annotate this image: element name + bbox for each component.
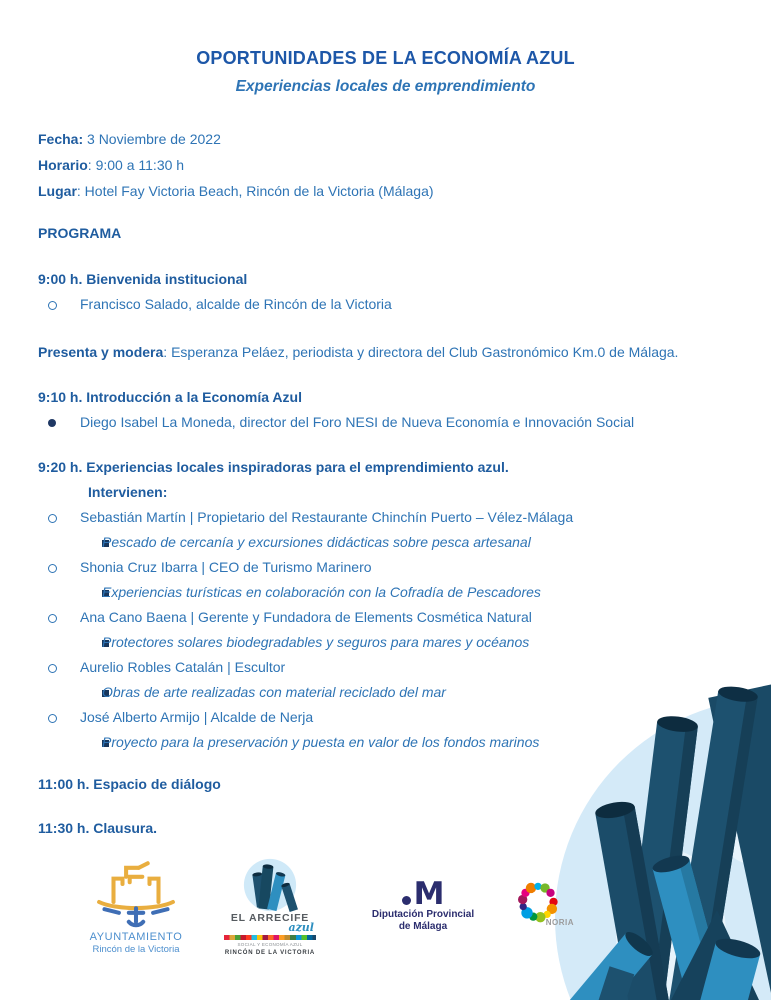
event-meta bbox=[38, 126, 733, 204]
list-item bbox=[38, 705, 733, 730]
bullet-open-circle-icon bbox=[38, 705, 80, 730]
topic-text: Obras de arte realizadas con material reciclado del mar bbox=[102, 684, 446, 700]
list-subitem bbox=[38, 630, 733, 655]
topic-text: Experiencias turísticas en colaboración con la Cofradía de Pescadores bbox=[102, 584, 541, 600]
meta-lugar-value: : Hotel Fay Victoria Beach, Rincón de la Victoria (Málaga) bbox=[76, 183, 434, 199]
arrecife-azul-logo bbox=[212, 855, 328, 956]
intervienen-label: Intervienen: bbox=[88, 484, 168, 500]
bullet-square-icon bbox=[38, 580, 102, 605]
bullet-filled-circle-icon bbox=[38, 410, 80, 435]
ayuntamiento-name: AYUNTAMIENTO bbox=[89, 930, 183, 943]
topic-text: Pescado de cercanía y excursiones didácticas sobre pesca artesanal bbox=[102, 534, 531, 550]
la-noria-logo bbox=[496, 877, 580, 935]
presenta-line bbox=[38, 339, 733, 365]
diputacion-m-letter: M bbox=[413, 875, 445, 912]
meta-lugar-label: Lugar bbox=[38, 183, 77, 199]
meta-horario-label: Horario bbox=[38, 157, 88, 173]
diputacion-dot-icon bbox=[402, 896, 411, 905]
arrecife-tagline: SOCIAL Y ECONOMÍA AZUL bbox=[237, 942, 303, 947]
list-item bbox=[38, 292, 733, 317]
list-item bbox=[38, 410, 733, 435]
topic-text: Proyecto para la preservación y puesta en valor de los fondos marinos bbox=[102, 734, 540, 750]
list-item bbox=[38, 555, 733, 580]
diputacion-name-line2: de Málaga bbox=[398, 920, 448, 932]
ayuntamiento-logo bbox=[74, 857, 198, 955]
list-subitem bbox=[38, 730, 733, 755]
presenta-text: : Esperanza Peláez, periodista y directora del Club Gastronómico Km.0 de Málaga. bbox=[163, 344, 679, 360]
bullet-open-circle-icon bbox=[38, 505, 80, 530]
list-subitem bbox=[38, 580, 733, 605]
section-900-title: 9:00 h. Bienvenida institucional bbox=[38, 271, 248, 287]
bullet-square-icon bbox=[38, 530, 102, 555]
bullet-open-circle-icon bbox=[38, 605, 80, 630]
speaker-text: Francisco Salado, alcalde de Rincón de la Victoria bbox=[80, 296, 392, 312]
section-1100-title: 11:00 h. Espacio de diálogo bbox=[38, 776, 221, 792]
speaker-text: Shonia Cruz Ibarra | CEO de Turismo Marinero bbox=[80, 559, 372, 575]
speaker-text: Diego Isabel La Moneda, director del Foro NESI de Nueva Economía e Innovación Social bbox=[80, 414, 635, 430]
diputacion-m-mark-icon bbox=[402, 875, 445, 912]
speaker-text: Ana Cano Baena | Gerente y Fundadora de Elements Cosmética Natural bbox=[80, 609, 532, 625]
bullet-open-circle-icon bbox=[38, 292, 80, 317]
section-1130-title: 11:30 h. Clausura. bbox=[38, 820, 158, 836]
list-item bbox=[38, 605, 733, 630]
bullet-square-icon bbox=[38, 630, 102, 655]
meta-fecha bbox=[38, 126, 733, 152]
coral-badge-icon bbox=[234, 855, 306, 913]
speaker-text: Sebastián Martín | Propietario del Restaurante Chinchín Puerto – Vélez-Málaga bbox=[80, 509, 574, 525]
castle-sketch-icon bbox=[86, 857, 186, 929]
arrecife-name: EL ARRECIFE bbox=[230, 912, 310, 924]
arrecife-place: RINCÓN DE LA VICTORIA bbox=[224, 950, 316, 956]
speaker-text: Aurelio Robles Catalán | Escultor bbox=[80, 659, 286, 675]
presenta-label: Presenta y modera bbox=[38, 344, 164, 360]
speaker-text: José Alberto Armijo | Alcalde de Nerja bbox=[80, 709, 314, 725]
sdg-color-stripe bbox=[224, 935, 316, 940]
diputacion-name-line1: Diputación Provincial bbox=[371, 908, 475, 920]
section-920-title: 9:20 h. Experiencias locales inspiradoras para el emprendimiento azul. bbox=[38, 459, 509, 475]
meta-horario bbox=[38, 152, 733, 178]
meta-fecha-label: Fecha: bbox=[38, 131, 84, 147]
bullet-square-icon bbox=[38, 730, 102, 755]
program-heading: PROGRAMA bbox=[38, 225, 122, 241]
diputacion-malaga-logo bbox=[364, 875, 482, 933]
list-item bbox=[38, 505, 733, 530]
meta-lugar bbox=[38, 178, 733, 204]
bullet-open-circle-icon bbox=[38, 555, 80, 580]
list-subitem bbox=[38, 680, 733, 705]
page-title: OPORTUNIDADES DE LA ECONOMÍA AZUL bbox=[196, 48, 575, 68]
bullet-square-icon bbox=[38, 680, 102, 705]
meta-horario-value: : 9:00 a 11:30 h bbox=[87, 157, 185, 173]
list-item bbox=[38, 655, 733, 680]
topic-text: Protectores solares biodegradables y seguros para mares y océanos bbox=[102, 634, 530, 650]
bullet-open-circle-icon bbox=[38, 655, 80, 680]
logos-row bbox=[74, 855, 733, 956]
noria-label: NORIA bbox=[545, 917, 574, 927]
meta-fecha-value: 3 Noviembre de 2022 bbox=[83, 131, 221, 147]
page-subtitle: Experiencias locales de emprendimiento bbox=[235, 78, 536, 95]
list-subitem bbox=[38, 530, 733, 555]
section-910-title: 9:10 h. Introducción a la Economía Azul bbox=[38, 389, 302, 405]
ayuntamiento-place: Rincón de la Victoria bbox=[92, 943, 180, 955]
arrecife-script: azul bbox=[288, 921, 314, 934]
